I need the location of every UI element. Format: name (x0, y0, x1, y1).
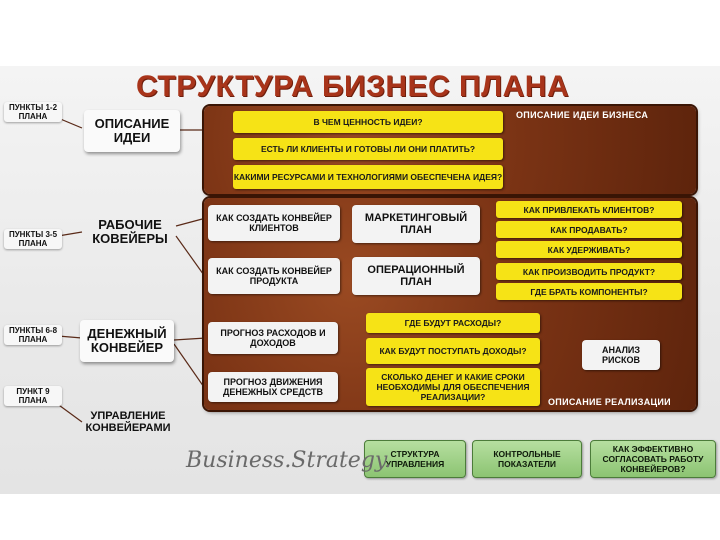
question-resources: КАКИМИ РЕСУРСАМИ И ТЕХНОЛОГИЯМИ ОБЕСПЕЧЕНА ИДЕЯ? (233, 165, 503, 189)
stage-conveyor-management (80, 404, 176, 440)
box-operational-plan: ОПЕРАЦИОННЫЙ ПЛАН (352, 257, 480, 295)
box-client-conveyor: КАК СОЗДАТЬ КОНВЕЙЕР КЛИЕНТОВ (208, 205, 340, 241)
stage-money-conveyor (80, 320, 174, 362)
panel-realization-title: ОПИСАНИЕ РЕАЛИЗАЦИИ (548, 397, 671, 407)
label-point-9: ПУНКТ 9 ПЛАНА (4, 386, 62, 406)
question-clients-pay: ЕСТЬ ЛИ КЛИЕНТЫ И ГОТОВЫ ЛИ ОНИ ПЛАТИТЬ? (233, 138, 503, 160)
question-attract-clients: КАК ПРИВЛЕКАТЬ КЛИЕНТОВ? (496, 201, 682, 218)
label-points-3-5: ПУНКТЫ 3-5 ПЛАНА (4, 229, 62, 249)
question-produce: КАК ПРОИЗВОДИТЬ ПРОДУКТ? (496, 263, 682, 280)
box-expense-forecast: ПРОГНОЗ РАСХОДОВ И ДОХОДОВ (208, 322, 338, 354)
box-control-indicators: КОНТРОЛЬНЫЕ ПОКАЗАТЕЛИ (472, 440, 582, 478)
stage-idea-description (84, 110, 180, 152)
brand-logo: Business.Strategy. (186, 448, 392, 473)
connector-stage2a (176, 218, 206, 226)
box-conveyor-coordination: КАК ЭФФЕКТИВНО СОГЛАСОВАТЬ РАБОТУ КОНВЕЙЕРОВ? (590, 440, 716, 478)
question-money-needed: СКОЛЬКО ДЕНЕГ И КАКИЕ СРОКИ НЕОБХОДИМЫ ДЛЯ ОБЕСПЕЧЕНИЯ РЕАЛИЗАЦИИ? (366, 368, 540, 406)
stage-work-conveyors (84, 214, 176, 250)
question-components: ГДЕ БРАТЬ КОМПОНЕНТЫ? (496, 283, 682, 300)
question-how-retain: КАК УДЕРЖИВАТЬ? (496, 241, 682, 258)
connector-stage3 (174, 338, 206, 340)
stage-management-label: УПРАВЛЕНИЕ КОНВЕЙЕРАМИ (85, 410, 171, 434)
stage-work-label: РАБОЧИЕ КОВЕЙЕРЫ (92, 217, 168, 246)
stage-money-label: ДЕНЕЖНЫЙ КОНВЕЙЕР (87, 326, 167, 355)
box-cashflow-forecast: ПРОГНОЗ ДВИЖЕНИЯ ДЕНЕЖНЫХ СРЕДСТВ (208, 372, 338, 402)
box-risk-analysis: АНАЛИЗ РИСКОВ (582, 340, 660, 370)
question-income: КАК БУДУТ ПОСТУПАТЬ ДОХОДЫ? (366, 338, 540, 364)
question-idea-value: В ЧЕМ ЦЕННОСТЬ ИДЕИ? (233, 111, 503, 133)
label-points-1-2: ПУНКТЫ 1-2 ПЛАНА (4, 102, 62, 122)
box-product-conveyor: КАК СОЗДАТЬ КОНВЕЙЕР ПРОДУКТА (208, 258, 340, 294)
question-how-sell: КАК ПРОДАВАТЬ? (496, 221, 682, 238)
box-management-structure: СТРУКТУРА УПРАВЛЕНИЯ (364, 440, 466, 478)
panel-idea-title: ОПИСАНИЕ ИДЕИ БИЗНЕСА (516, 110, 649, 120)
question-expenses: ГДЕ БУДУТ РАСХОДЫ? (366, 313, 540, 333)
page-title: СТРУКТУРА БИЗНЕС ПЛАНА (136, 70, 570, 103)
label-points-6-8: ПУНКТЫ 6-8 ПЛАНА (4, 325, 62, 345)
stage-idea-label: ОПИСАНИЕ ИДЕИ (94, 116, 170, 145)
box-marketing-plan: МАРКЕТИНГОВЫЙ ПЛАН (352, 205, 480, 243)
connector-stage2b (176, 236, 206, 278)
connector-stage3b (174, 344, 206, 390)
